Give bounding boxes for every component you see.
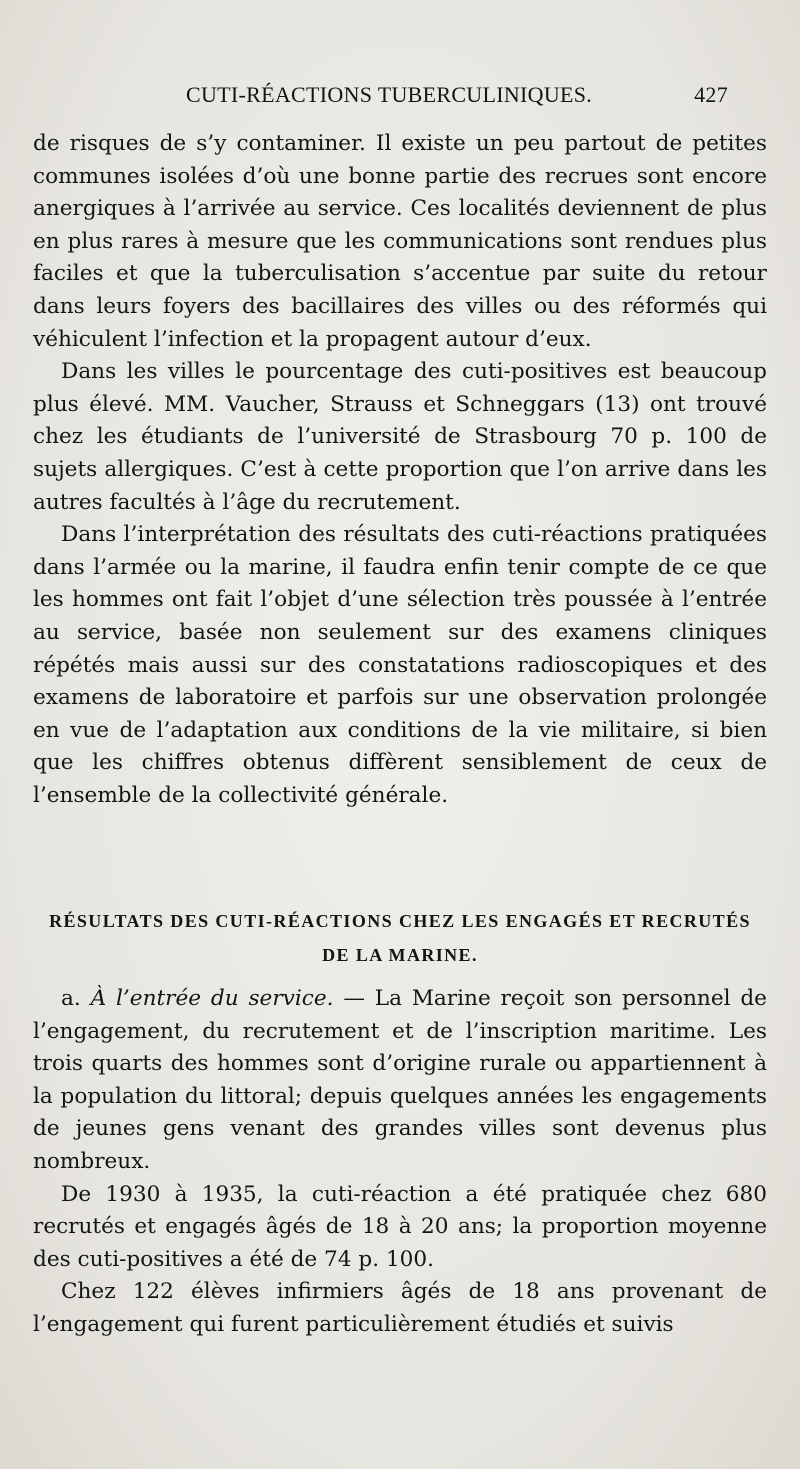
subsection-marker: a. [61, 986, 81, 1011]
paragraph-continuation: de risques de s’y contaminer. Il existe un peu partout de petites communes isolées d’où une bonne partie des recrues sont encore anergiques à l’arrivée au service. Ces localités deviennent de plus en plus rares à mesure que les communications sont rendues plus faciles et que la tuberculisation s’accentue par suite du retour dans leurs foyers des bacillaires des villes ou des réformés qui véhiculent l’infection et la propagent autour d’eux. [33, 131, 767, 352]
subsection-title: À l’entrée du service. [90, 986, 334, 1011]
body-text-top [33, 128, 767, 812]
subsection-dash: — [343, 986, 365, 1011]
paragraph-eleves-infirmiers: Chez 122 élèves infirmiers âgés de 18 ans provenant de l’engagement qui furent particulièrement étudiés et suivis [33, 1279, 767, 1337]
paragraph-interpretation: Dans l’interprétation des résultats des cuti-réactions pratiquées dans l’armée ou la marine, il faudra enfin tenir compte de ce que les hommes ont fait l’objet d’une sélection très poussée à l’entrée au service, basée non seulement sur des examens cliniques répétés mais aussi sur des constatations radioscopiques et des examens de laboratoire et parfois sur une observation prolongée en vue de l’adaptation aux conditions de la vie militaire, si bien que les chiffres obtenus diffèrent sensiblement de ceux de l’ensemble de la collectivité générale. [33, 522, 767, 808]
subsection-text: La Marine reçoit son personnel de l’engagement, du recrutement et de l’inscription maritime. Les trois quarts des hommes sont d’origine rurale ou appartiennent à la population du littoral; depuis quelques années les engagements de jeunes gens venant des grandes villes sont devenus plus nombreux. [33, 986, 767, 1174]
section-heading-line-1: RÉSULTATS DES CUTI-RÉACTIONS CHEZ LES ENGAGÉS ET RECRUTÉS [49, 911, 751, 931]
paragraph-1930-1935: De 1930 à 1935, la cuti-réaction a été pratiquée chez 680 recrutés et engagés âgés de 18 à 20 ans; la proportion moyenne des cuti-positives a été de 74 p. 100. [33, 1181, 767, 1272]
paragraph-cities: Dans les villes le pourcentage des cuti-positives est beaucoup plus élevé. MM. Vaucher, Strauss et Schneggars (13) ont trouvé chez les étudiants de l’université de Strasbourg 70 p. 100 de sujets allergiques. C’est à cette proportion que l’on arrive dans les autres facultés à l’âge du recrutement. [33, 359, 767, 515]
section-heading-line-2: DE LA MARINE. [322, 945, 478, 965]
section-heading [33, 904, 767, 972]
running-header [186, 82, 728, 116]
body-text-bottom [33, 983, 767, 1342]
paragraph-subsection-a [33, 983, 767, 1179]
page-number: 427 [694, 82, 728, 107]
running-title: CUTI-RÉACTIONS TUBERCULINIQUES. [186, 82, 593, 107]
